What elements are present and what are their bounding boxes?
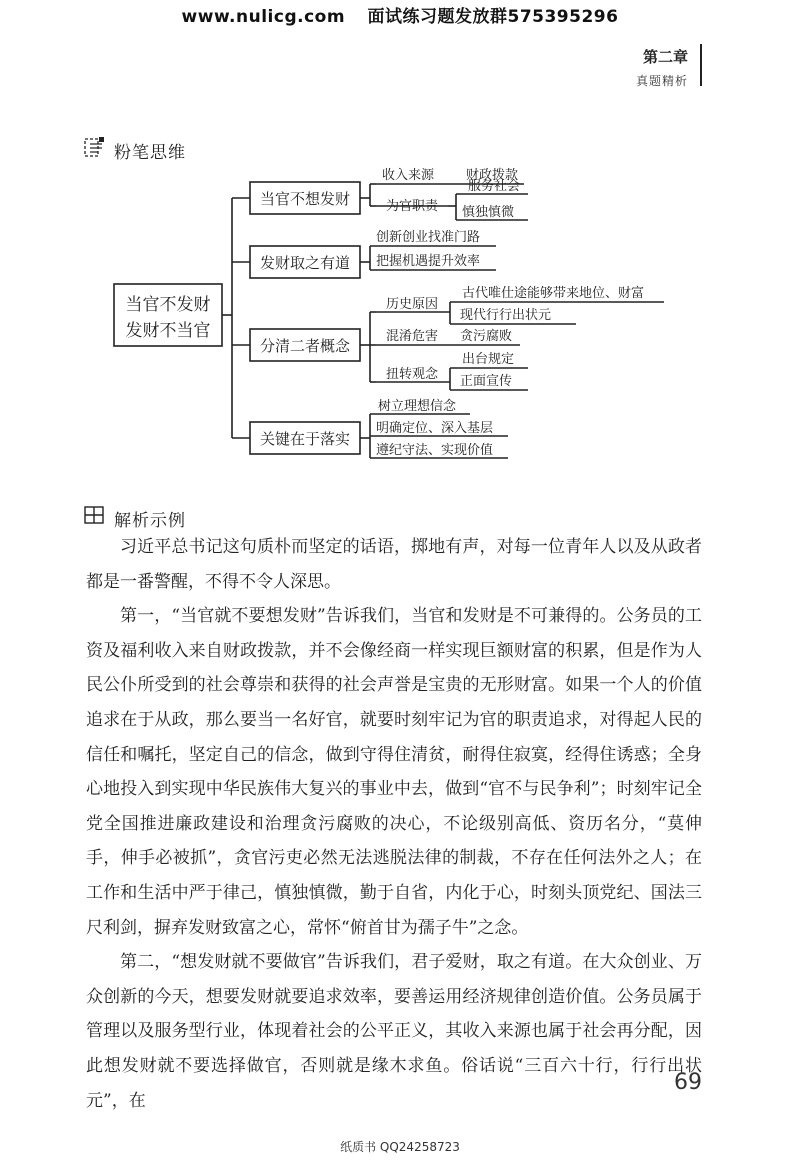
header-promo-text: 面试练习题发放群575395296 (367, 7, 619, 27)
branch-label-4: 关键在于落实 (259, 430, 351, 448)
leaf-seize-opportunity: 把握机遇提升效率 (376, 254, 481, 269)
analysis-body (86, 530, 702, 1118)
mind-map-root-line1: 当官不发财 (125, 295, 211, 315)
footer-text: 纸质书 QQ24258723 (340, 1140, 460, 1154)
analysis-example-icon (84, 505, 106, 527)
leaf-law-abiding: 遵纪守法、实现价值 (376, 443, 494, 458)
leaf-self-discipline: 慎独慎微 (462, 205, 515, 220)
leaf-ancient-career: 古代唯仕途能够带来地位、财富 (462, 286, 645, 301)
leaf-modern-career: 现代行行出状元 (460, 308, 552, 323)
group-label-history: 历史原因 (386, 297, 439, 312)
leaf-corruption: 贪污腐败 (460, 329, 513, 344)
mind-map (0, 160, 800, 470)
paragraph-second-point: 第二，“想发财就不要做官”告诉我们，君子爱财，取之有道。在大众创业、万众创新的今天，想要发财就要追求效率，要善运用经济规律创造价值。公务员属于管理以及服务型行业，体现着社会的公平正义，其收入来源也属于社会再分配，因此想发财就不要选择做官，否则就是缘木求鱼。俗话说“三百六十行，行行出状元”，在 (86, 952, 702, 1111)
page-number: 69 (674, 1070, 702, 1095)
chalk-thinking-icon (84, 136, 106, 160)
leaf-positioning: 明确定位、深入基层 (376, 421, 494, 436)
leaf-issue-rules: 出台规定 (462, 352, 515, 367)
group-label-change-mindset: 扭转观念 (386, 367, 439, 382)
branch-label-1: 当官不想发财 (259, 190, 351, 208)
leaf-ideals: 树立理想信念 (378, 399, 457, 414)
mind-map-root-line2: 发财不当官 (125, 321, 211, 341)
section-title-analysis-example: 解析示例 (114, 511, 186, 531)
branch-label-3: 分清二者概念 (259, 337, 351, 355)
paragraph-first-point: 第一，“当官就不要想发财”告诉我们，当官和发财是不可兼得的。公务员的工资及福利收入来自财政拨款，并不会像经商一样实现巨额财富的积累，但是作为人民公仆所受到的社会尊崇和获得的社会声誉是宝贵的无形财富。如果一个人的价值追求在于从政，那么要当一名好官，就要时刻牢记为官的职责追求，对得起人民的信任和嘱托，坚定自己的信念，做到守得住清贫，耐得住寂寞，经得住诱惑；全身心地投入到实现中华民族伟大复兴的事业中去，做到“官不与民争利”；时刻牢记全党全国推进廉政建设和治理贪污腐败的决心，不论级别高低、资历名分，“莫伸手，伸手必被抓”，贪官污吏必然无法逃脱法律的制裁，不存在任何法外之人；在工作和生活中严于律己，慎独慎微，勤于自省，内化于心，时刻头顶党纪、国法三尺利剑，摒弃发财致富之心，常怀“俯首甘为孺子牛”之念。 (86, 606, 702, 938)
leaf-fiscal-allocation: 财政拨款 (466, 168, 519, 183)
branch-label-2: 发财取之有道 (259, 254, 351, 272)
leaf-positive-publicity: 正面宣传 (460, 374, 513, 389)
group-label-confusion-harm: 混淆危害 (386, 329, 439, 344)
leaf-serve-society: 服务社会 (468, 179, 521, 194)
chapter-title: 第二章 (642, 48, 688, 66)
header-banner (0, 2, 800, 27)
group-label-income-source: 收入来源 (382, 168, 435, 183)
section-title-chalk-thinking: 粉笔思维 (114, 143, 186, 163)
group-label-official-duty: 为官职责 (386, 199, 439, 214)
chapter-divider (700, 44, 702, 86)
leaf-innovate-startup: 创新创业找准门路 (376, 230, 481, 245)
chapter-subtitle: 真题精析 (635, 74, 688, 88)
header-site-url[interactable]: www.nulicg.com (181, 7, 346, 27)
paragraph-intro: 习近平总书记这句质朴而坚定的话语，掷地有声，对每一位青年人以及从政者都是一番警醒，不得不令人深思。 (86, 537, 702, 592)
